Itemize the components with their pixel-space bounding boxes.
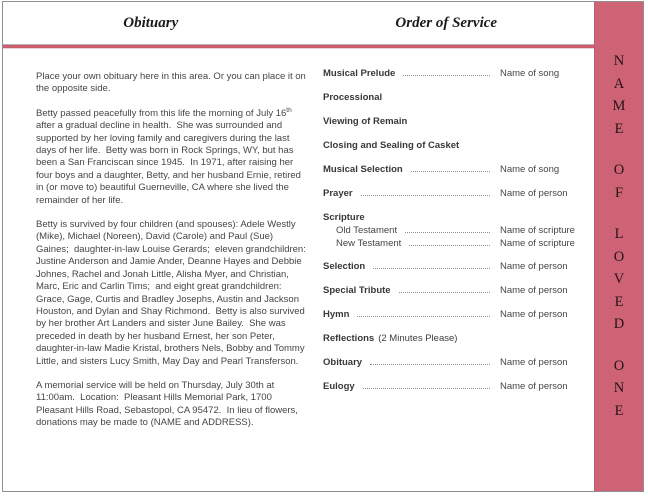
dotted-leader [370, 363, 490, 365]
page-header [3, 2, 594, 44]
service-item [323, 261, 582, 272]
service-item [323, 225, 582, 236]
sidebar-letter: L [614, 226, 624, 242]
service-item-label: Old Testament [336, 225, 398, 236]
service-item-value: Name of person [500, 188, 568, 199]
dotted-leader [399, 291, 490, 293]
sidebar-letter: O [613, 162, 625, 178]
service-item [323, 333, 582, 344]
service-item-label: Hymn [323, 309, 350, 320]
service-item-value: Name of scripture [500, 238, 575, 249]
page-content [3, 49, 594, 491]
sidebar-letter: N [613, 380, 625, 396]
service-item [323, 92, 582, 103]
service-item-label: Viewing of Remain [323, 116, 408, 127]
sidebar-letter: D [613, 316, 625, 332]
service-item-value: Name of person [500, 285, 568, 296]
dotted-leader [357, 315, 490, 317]
program-page [2, 1, 644, 492]
obituary-p2-superscript: th [286, 106, 292, 114]
dotted-leader [373, 267, 490, 269]
service-item-label: Selection [323, 261, 366, 272]
service-item-label: New Testament [336, 238, 402, 249]
service-item-value: Name of person [500, 261, 568, 272]
obituary-placeholder-paragraph: Place your own obituary here in this area. Or you can place it on the opposite side. [36, 71, 309, 95]
obituary-p2-text: Betty passed peacefully from this life the morning of July 16 [36, 107, 287, 119]
dotted-leader [411, 170, 490, 172]
service-item-value: Name of song [500, 68, 560, 79]
service-item-value: Name of person [500, 381, 568, 392]
sidebar-letter: A [613, 75, 625, 92]
sidebar-word [614, 223, 624, 336]
service-item-label: Obituary [323, 357, 363, 368]
service-item-label: Reflections [323, 333, 375, 344]
sidebar-letter: N [613, 53, 625, 69]
sidebar-word [613, 50, 626, 140]
sidebar-letter: F [614, 184, 624, 201]
service-item-value: Name of scripture [500, 225, 575, 236]
sidebar-letter: V [613, 271, 625, 287]
service-item [323, 238, 582, 249]
service-item-value: Name of person [500, 309, 568, 320]
service-item [323, 188, 582, 199]
service-item-label: Closing and Sealing of Casket [323, 140, 460, 151]
obituary-paragraph-service-info: A memorial service will be held on Thursday, July 30th at 11:00am. Location: Pleasant Hills Memorial Park, 1700 Pleasant Hills Road, Sebastopol, CA 95472. In lieu of flowers, donations may be made to (NAME and ADDRESS). [36, 379, 301, 429]
order-of-service-title: Order of Service [395, 14, 498, 31]
service-item-label: Prayer [323, 188, 353, 199]
obituary-paragraph-survivors: Betty is survived by four children (and spouses): Adele Westly (Mike), Michael (Noreen), David (Carole) and Paul (Sue) Gaines; daughter-in-law Louise Gerards; eleven grandchildren: Justine Anderson and Jamie Ander, Deanne Hayes and Debbie Johnes, Rachel and Jonah Little, Alisha Myer, and Christian, Marc, Eric and Carlin Tims; and eight great grandchildren: Grace, Gage, Curtis and Bradley Josephs, Austin and Jackson Houston, and Dylan and Shay Richmond. Betty is also survived by her brother Art Landers and sister June Bailey. She was preceded in death by her husband Ernest, her son Peter, daughter-in-law Madie Kristal, brothers Nels, Bobby and Tommy Little, and sisters Lucy Smith, May Day and Pearl Transferson. [36, 219, 309, 367]
dotted-leader [403, 74, 490, 76]
sidebar-letter: E [614, 120, 624, 137]
service-item [323, 116, 582, 127]
service-item-label: Eulogy [323, 381, 355, 392]
service-item-label: Musical Prelude [323, 68, 396, 79]
service-item-value: Name of person [500, 357, 568, 368]
service-item [323, 164, 582, 175]
sidebar-letter: E [614, 293, 624, 310]
sidebar-letter: E [614, 402, 624, 419]
service-item-note: (2 Minutes Please) [378, 333, 458, 344]
obituary-column [3, 49, 321, 491]
name-of-loved-one-banner [594, 2, 643, 491]
service-item [323, 140, 582, 151]
service-item [323, 357, 582, 368]
order-of-service-column [321, 49, 594, 491]
obituary-p2-continued: after a gradual decline in health. She was surrounded and supported by her loving family and caregivers during the last days of her life. Betty was born in Rock Springs, WY, but has been a San Franciscan since 1945. In 1971, after raising her four boys and a daughter, Betty, and her husband Ernie, retired in (or move to) beautiful Guerneville, CA where she lived the remainder of her life. [36, 107, 304, 206]
sidebar-letter: O [613, 248, 625, 265]
dotted-leader [405, 231, 490, 233]
dotted-leader [363, 387, 490, 389]
service-item-label: Scripture [323, 212, 365, 223]
service-item [323, 212, 582, 223]
service-item [323, 381, 582, 392]
dotted-leader [409, 244, 490, 246]
sidebar-letter: M [612, 98, 626, 114]
service-item-value: Name of song [500, 164, 560, 175]
dotted-leader [361, 194, 490, 196]
service-item [323, 285, 582, 296]
service-item [323, 68, 582, 79]
obituary-paragraph-life [36, 108, 307, 207]
service-item-label: Special Tribute [323, 285, 391, 296]
service-item-label: Musical Selection [323, 164, 403, 175]
sidebar-word [614, 355, 624, 423]
obituary-title: Obituary [123, 14, 179, 31]
sidebar-word [614, 159, 624, 204]
sidebar-letter: O [613, 357, 625, 374]
service-item-label: Processional [323, 92, 383, 103]
service-item [323, 309, 582, 320]
